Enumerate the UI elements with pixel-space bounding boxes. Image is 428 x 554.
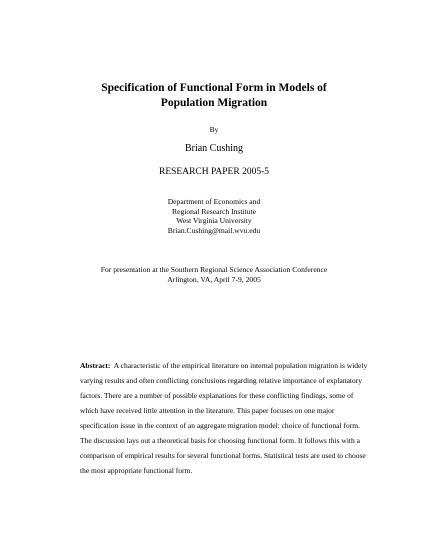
title-line: Population Migration xyxy=(160,97,268,109)
affiliation-block xyxy=(0,197,428,235)
abstract-line: The discussion lays out a theoretical basis for choosing functional form. It follows this with a xyxy=(80,436,360,445)
affiliation-line: Regional Research Institute xyxy=(172,206,256,216)
abstract-line: varying results and often conflicting conclusions regarding relative importance of explanatory xyxy=(80,376,362,385)
paper-title xyxy=(0,81,428,111)
presentation-note xyxy=(0,265,428,284)
author-email: Brian.Cushing@mail.wvu.edu xyxy=(167,225,261,235)
report-number: RESEARCH PAPER 2005-5 xyxy=(159,167,269,177)
title-line: Specification of Functional Form in Models of xyxy=(101,82,327,94)
abstract-text: A characteristic of the empirical literature on internal population migration is widely xyxy=(110,361,368,370)
affiliation-line: Department of Economics and xyxy=(167,197,261,206)
abstract-line: the most appropriate functional form. xyxy=(80,466,193,475)
abstract-line: factors. There are a number of possible explanations for these conflicting findings, some of xyxy=(80,391,354,400)
abstract-label: Abstract: xyxy=(80,361,111,370)
presentation-line: Arlington, VA, April 7-9, 2005 xyxy=(167,274,261,284)
abstract-line: specification issue in the context of an aggregate migration model: choice of functional form. xyxy=(80,421,360,430)
by-label: By xyxy=(209,125,219,134)
abstract xyxy=(80,358,380,478)
abstract-line: comparison of empirical results for several functional forms. Statistical tests are used to choose xyxy=(80,451,366,460)
author-name: Brian Cushing xyxy=(184,143,244,154)
affiliation-line: West Virginia University xyxy=(176,216,252,225)
abstract-line: which have received little attention in the literature. This paper focuses on one major xyxy=(80,406,335,415)
abstract-line-first xyxy=(80,358,380,373)
presentation-line: For presentation at the Southern Regional Science Association Conference xyxy=(100,265,328,274)
